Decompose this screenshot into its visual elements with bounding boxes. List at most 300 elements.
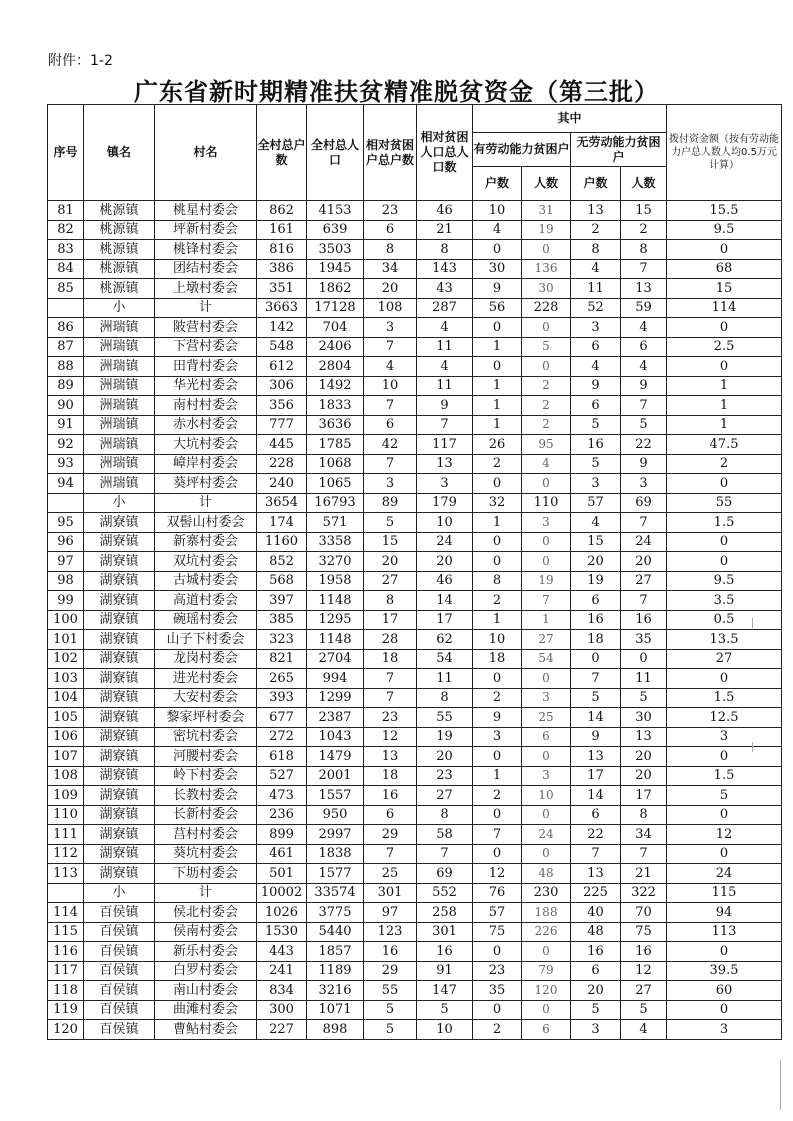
value-cell-f: 13.5 [667,630,782,650]
value-cell-h: 161 [257,220,307,240]
value-cell-f: 47.5 [667,435,782,455]
subtotal-label-cell: 计 [155,883,257,903]
value-cell-ap: 6 [522,727,571,747]
value-cell-up: 17 [621,786,667,806]
value-cell-pp: 58 [417,825,473,845]
seq-cell: 91 [48,415,84,435]
table-row [48,805,782,825]
value-cell-pp: 20 [417,552,473,572]
value-cell-h: 443 [257,942,307,962]
value-cell-f: 39.5 [667,961,782,981]
value-cell-up: 0 [621,649,667,669]
value-cell-ph: 16 [364,786,417,806]
value-cell-ap: 3 [522,688,571,708]
table-row [48,201,782,221]
village-cell: 下坜村委会 [155,864,257,884]
village-cell: 密坑村委会 [155,727,257,747]
town-cell: 百侯镇 [84,961,155,981]
value-cell-f: 3.5 [667,591,782,611]
value-cell-up: 9 [621,376,667,396]
value-cell-up: 7 [621,844,667,864]
value-cell-p: 898 [307,1020,364,1040]
value-cell-ah: 2 [473,591,522,611]
value-cell-ap: 19 [522,220,571,240]
value-cell-ph: 8 [364,240,417,260]
value-cell-ph: 10 [364,376,417,396]
town-cell: 洲瑞镇 [84,318,155,338]
seq-cell: 111 [48,825,84,845]
header-seq: 序号 [48,105,84,201]
value-cell-f: 5 [667,786,782,806]
header-unable-households: 户数 [571,167,621,201]
village-cell: 高道村委会 [155,591,257,611]
value-cell-p: 1299 [307,688,364,708]
value-cell-ah: 0 [473,240,522,260]
value-cell-ap: 120 [522,981,571,1001]
value-cell-p: 16793 [307,493,364,513]
value-cell-uh: 15 [571,532,621,552]
value-cell-ph: 7 [364,669,417,689]
value-cell-h: 473 [257,786,307,806]
value-cell-ah: 9 [473,279,522,299]
value-cell-p: 1785 [307,435,364,455]
town-cell: 桃源镇 [84,259,155,279]
table-row [48,376,782,396]
town-cell: 百侯镇 [84,942,155,962]
subtotal-spacer-cell [48,883,84,903]
value-cell-ph: 301 [364,883,417,903]
value-cell-ah: 2 [473,454,522,474]
value-cell-p: 1295 [307,610,364,630]
value-cell-p: 4153 [307,201,364,221]
value-cell-ah: 1 [473,513,522,533]
village-cell: 葵坪村委会 [155,474,257,494]
seq-cell: 119 [48,1000,84,1020]
value-cell-uh: 2 [571,220,621,240]
town-cell: 百侯镇 [84,1000,155,1020]
table-row [48,454,782,474]
value-cell-pp: 21 [417,220,473,240]
value-cell-ph: 123 [364,922,417,942]
header-able-households: 户数 [473,167,522,201]
value-cell-ah: 26 [473,435,522,455]
value-cell-uh: 14 [571,786,621,806]
value-cell-ah: 23 [473,961,522,981]
town-cell: 湖寮镇 [84,688,155,708]
value-cell-ph: 5 [364,1000,417,1020]
value-cell-p: 1189 [307,961,364,981]
table-row [48,552,782,572]
value-cell-ah: 2 [473,688,522,708]
table-row [48,727,782,747]
village-cell: 曲滩村委会 [155,1000,257,1020]
village-cell: 黎家坪村委会 [155,708,257,728]
value-cell-f: 15.5 [667,201,782,221]
village-cell: 新寨村委会 [155,532,257,552]
value-cell-pp: 4 [417,357,473,377]
value-cell-pp: 8 [417,240,473,260]
town-cell: 湖寮镇 [84,708,155,728]
value-cell-ah: 0 [473,1000,522,1020]
village-cell: 华光村委会 [155,376,257,396]
value-cell-ph: 6 [364,805,417,825]
seq-cell: 94 [48,474,84,494]
value-cell-up: 5 [621,1000,667,1020]
value-cell-p: 1557 [307,786,364,806]
value-cell-uh: 6 [571,805,621,825]
village-cell: 河腰村委会 [155,747,257,767]
value-cell-f: 0 [667,805,782,825]
value-cell-up: 4 [621,357,667,377]
value-cell-up: 5 [621,415,667,435]
value-cell-ph: 6 [364,220,417,240]
header-among: 其中 [473,105,667,133]
value-cell-pp: 11 [417,376,473,396]
value-cell-uh: 7 [571,844,621,864]
value-cell-h: 899 [257,825,307,845]
value-cell-ap: 0 [522,844,571,864]
value-cell-ph: 3 [364,318,417,338]
value-cell-f: 2.5 [667,337,782,357]
table-row [48,571,782,591]
value-cell-uh: 3 [571,1020,621,1040]
value-cell-ph: 25 [364,864,417,884]
value-cell-f: 3 [667,727,782,747]
value-cell-ap: 3 [522,766,571,786]
value-cell-h: 3654 [257,493,307,513]
scan-mark [780,1060,781,1110]
value-cell-ph: 34 [364,259,417,279]
value-cell-pp: 7 [417,844,473,864]
value-cell-f: 60 [667,981,782,1001]
value-cell-h: 272 [257,727,307,747]
table-row [48,396,782,416]
value-cell-up: 21 [621,864,667,884]
value-cell-pp: 179 [417,493,473,513]
value-cell-ph: 15 [364,532,417,552]
value-cell-uh: 20 [571,981,621,1001]
value-cell-h: 240 [257,474,307,494]
value-cell-up: 35 [621,630,667,650]
value-cell-h: 3663 [257,298,307,318]
value-cell-p: 1838 [307,844,364,864]
value-cell-h: 834 [257,981,307,1001]
value-cell-ph: 29 [364,961,417,981]
seq-cell: 88 [48,357,84,377]
value-cell-p: 1065 [307,474,364,494]
value-cell-ph: 6 [364,415,417,435]
header-poor-households: 相对贫困户总户数 [364,105,417,201]
value-cell-ph: 7 [364,844,417,864]
value-cell-up: 6 [621,337,667,357]
value-cell-f: 1.5 [667,513,782,533]
town-cell: 桃源镇 [84,279,155,299]
value-cell-p: 3270 [307,552,364,572]
value-cell-ah: 2 [473,1020,522,1040]
table-row [48,649,782,669]
value-cell-ap: 27 [522,630,571,650]
value-cell-pp: 11 [417,337,473,357]
table-body [48,201,782,1040]
value-cell-pp: 10 [417,513,473,533]
value-cell-pp: 147 [417,981,473,1001]
value-cell-uh: 5 [571,688,621,708]
document-title: 广东省新时期精准扶贫精准脱贫资金（第三批） [134,78,659,106]
seq-cell: 120 [48,1020,84,1040]
value-cell-h: 386 [257,259,307,279]
value-cell-h: 821 [257,649,307,669]
value-cell-h: 816 [257,240,307,260]
village-cell: 嶂岸村委会 [155,454,257,474]
village-cell: 龙岗村委会 [155,649,257,669]
value-cell-p: 571 [307,513,364,533]
village-cell: 侯南村委会 [155,922,257,942]
value-cell-ap: 2 [522,415,571,435]
town-cell: 百侯镇 [84,981,155,1001]
value-cell-uh: 6 [571,396,621,416]
value-cell-up: 27 [621,571,667,591]
poverty-funds-table [47,104,782,1040]
value-cell-up: 3 [621,474,667,494]
header-unable-poor: 无劳动能力贫困户 [571,133,667,167]
value-cell-h: 527 [257,766,307,786]
value-cell-up: 8 [621,240,667,260]
value-cell-up: 69 [621,493,667,513]
value-cell-pp: 13 [417,454,473,474]
value-cell-f: 9.5 [667,571,782,591]
value-cell-h: 618 [257,747,307,767]
subtotal-row [48,493,782,513]
seq-cell: 100 [48,610,84,630]
value-cell-uh: 14 [571,708,621,728]
village-cell: 白罗村委会 [155,961,257,981]
village-cell: 岭下村委会 [155,766,257,786]
village-cell: 团结村委会 [155,259,257,279]
value-cell-f: 113 [667,922,782,942]
seq-cell: 117 [48,961,84,981]
value-cell-ap: 6 [522,1020,571,1040]
value-cell-h: 356 [257,396,307,416]
value-cell-ah: 0 [473,474,522,494]
value-cell-ph: 89 [364,493,417,513]
table-row [48,981,782,1001]
town-cell: 洲瑞镇 [84,474,155,494]
value-cell-f: 68 [667,259,782,279]
value-cell-ap: 10 [522,786,571,806]
value-cell-ap: 0 [522,552,571,572]
town-cell: 洲瑞镇 [84,415,155,435]
seq-cell: 90 [48,396,84,416]
value-cell-up: 34 [621,825,667,845]
seq-cell: 89 [48,376,84,396]
value-cell-ap: 0 [522,1000,571,1020]
value-cell-p: 704 [307,318,364,338]
value-cell-f: 3 [667,1020,782,1040]
town-cell: 桃源镇 [84,201,155,221]
value-cell-ap: 5 [522,337,571,357]
value-cell-up: 22 [621,435,667,455]
value-cell-ph: 7 [364,454,417,474]
village-cell: 大坑村委会 [155,435,257,455]
value-cell-uh: 52 [571,298,621,318]
seq-cell: 118 [48,981,84,1001]
value-cell-p: 2704 [307,649,364,669]
value-cell-p: 1945 [307,259,364,279]
town-cell: 洲瑞镇 [84,454,155,474]
village-cell: 新乐村委会 [155,942,257,962]
value-cell-p: 1492 [307,376,364,396]
value-cell-uh: 9 [571,727,621,747]
town-cell: 洲瑞镇 [84,435,155,455]
value-cell-p: 17128 [307,298,364,318]
subtotal-spacer-cell [48,493,84,513]
value-cell-ph: 3 [364,474,417,494]
value-cell-up: 20 [621,747,667,767]
value-cell-ah: 1 [473,396,522,416]
seq-cell: 81 [48,201,84,221]
value-cell-ap: 31 [522,201,571,221]
value-cell-f: 1.5 [667,688,782,708]
table-row [48,357,782,377]
town-cell: 湖寮镇 [84,864,155,884]
value-cell-f: 1 [667,396,782,416]
value-cell-up: 30 [621,708,667,728]
value-cell-uh: 4 [571,259,621,279]
table-row [48,961,782,981]
value-cell-f: 0.5 [667,610,782,630]
table-row [48,279,782,299]
value-cell-up: 13 [621,727,667,747]
table-row [48,220,782,240]
value-cell-f: 114 [667,298,782,318]
table-row [48,942,782,962]
value-cell-ap: 19 [522,571,571,591]
seq-cell: 109 [48,786,84,806]
value-cell-h: 351 [257,279,307,299]
seq-cell: 114 [48,903,84,923]
value-cell-h: 300 [257,1000,307,1020]
seq-cell: 115 [48,922,84,942]
value-cell-uh: 5 [571,454,621,474]
value-cell-ah: 3 [473,727,522,747]
value-cell-ph: 23 [364,201,417,221]
village-cell: 进光村委会 [155,669,257,689]
value-cell-ph: 17 [364,610,417,630]
value-cell-f: 9.5 [667,220,782,240]
value-cell-ph: 27 [364,571,417,591]
value-cell-ah: 56 [473,298,522,318]
seq-cell: 85 [48,279,84,299]
value-cell-ah: 0 [473,844,522,864]
value-cell-up: 8 [621,805,667,825]
value-cell-uh: 13 [571,747,621,767]
table-row [48,786,782,806]
value-cell-up: 15 [621,201,667,221]
village-cell: 莒村村委会 [155,825,257,845]
value-cell-up: 27 [621,981,667,1001]
value-cell-uh: 5 [571,415,621,435]
value-cell-ap: 188 [522,903,571,923]
value-cell-up: 2 [621,220,667,240]
scan-mark [752,618,753,628]
value-cell-up: 12 [621,961,667,981]
town-cell: 湖寮镇 [84,591,155,611]
value-cell-uh: 19 [571,571,621,591]
seq-cell: 110 [48,805,84,825]
table-row [48,415,782,435]
value-cell-pp: 3 [417,474,473,494]
table-row [48,513,782,533]
value-cell-up: 4 [621,318,667,338]
value-cell-ap: 0 [522,942,571,962]
value-cell-up: 16 [621,610,667,630]
town-cell: 洲瑞镇 [84,337,155,357]
header-households: 全村总户数 [257,105,307,201]
value-cell-ah: 1 [473,415,522,435]
value-cell-h: 241 [257,961,307,981]
header-unable-people: 人数 [621,167,667,201]
table-row [48,318,782,338]
value-cell-h: 306 [257,376,307,396]
value-cell-p: 1043 [307,727,364,747]
value-cell-ap: 226 [522,922,571,942]
value-cell-ah: 2 [473,786,522,806]
village-cell: 侯北村委会 [155,903,257,923]
village-cell: 上墩村委会 [155,279,257,299]
village-cell: 曹鲇村委会 [155,1020,257,1040]
town-cell: 湖寮镇 [84,532,155,552]
value-cell-pp: 552 [417,883,473,903]
value-cell-ap: 24 [522,825,571,845]
seq-cell: 87 [48,337,84,357]
value-cell-ah: 76 [473,883,522,903]
value-cell-ap: 30 [522,279,571,299]
town-cell: 湖寮镇 [84,630,155,650]
seq-cell: 84 [48,259,84,279]
value-cell-h: 142 [257,318,307,338]
value-cell-up: 7 [621,396,667,416]
table-row [48,864,782,884]
value-cell-p: 639 [307,220,364,240]
town-cell: 湖寮镇 [84,610,155,630]
village-cell: 碗瑶村委会 [155,610,257,630]
value-cell-uh: 16 [571,435,621,455]
table-row [48,688,782,708]
seq-cell: 112 [48,844,84,864]
value-cell-up: 13 [621,279,667,299]
table-row [48,669,782,689]
table-row [48,766,782,786]
value-cell-uh: 16 [571,610,621,630]
value-cell-uh: 9 [571,376,621,396]
value-cell-p: 2387 [307,708,364,728]
value-cell-pp: 9 [417,396,473,416]
value-cell-f: 1.5 [667,766,782,786]
town-cell: 湖寮镇 [84,649,155,669]
value-cell-pp: 16 [417,942,473,962]
table-row [48,591,782,611]
value-cell-f: 12 [667,825,782,845]
header-population: 全村总人口 [307,105,364,201]
value-cell-uh: 6 [571,337,621,357]
table-row [48,240,782,260]
village-cell: 赤水村委会 [155,415,257,435]
value-cell-ap: 2 [522,396,571,416]
value-cell-up: 59 [621,298,667,318]
value-cell-ah: 10 [473,201,522,221]
value-cell-ap: 0 [522,474,571,494]
value-cell-ph: 18 [364,649,417,669]
